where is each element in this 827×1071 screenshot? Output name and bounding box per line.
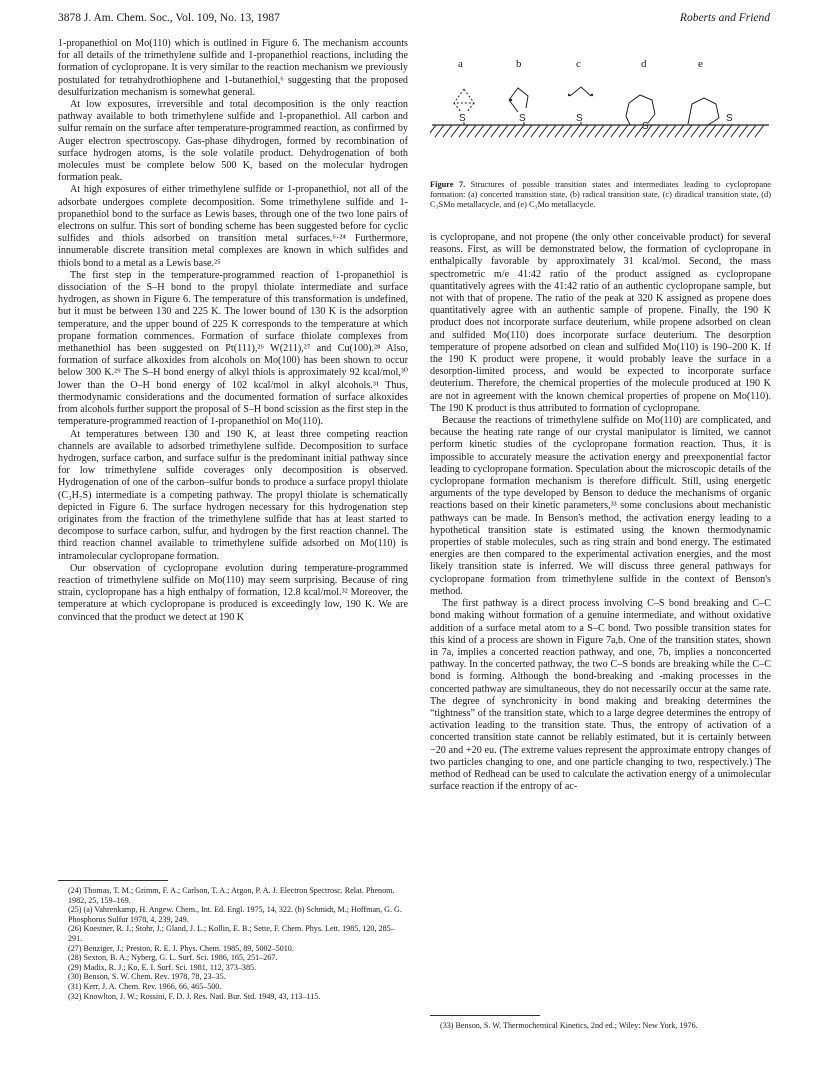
sulfur-atom-b: S	[519, 113, 526, 124]
paragraph: At temperatures between 130 and 190 K, at least three competing reaction channels are available to adsorbed trimethylene sulfide. Decomposition to surface hydrogen, surface carbon, and surface sulfur is the predominant initial pathway since for low trimethylene sulfide coverages only decomposition is observed. Hydrogenation of one of the carbon–sulfur bonds to produce a surface propyl thiolate (C₃H₇S) intermediate is a competing pathway. The propyl thiolate is schematically depicted in Figure 6. The surface hydrogen necessary for this hydrogenation step originates from the fraction of the trimethylene sulfide that has at least started to decompose to surface carbon, sulfur, and hydrogen by the first reaction channel. The third reaction channel available to trimethylene sulfide adsorbed on Mo(110) is intramolecular cyclopropane formation.	[58, 428, 408, 562]
surface-hatch-line	[699, 125, 708, 137]
references-right	[430, 1021, 771, 1031]
sulfur-atom-e: S	[726, 113, 733, 124]
reference: (31) Kerr, J. A. Chem. Rev. 1966, 66, 465–500.	[68, 981, 222, 991]
surface-hatch-line	[443, 125, 452, 137]
surface-hatch-line	[707, 125, 716, 137]
surface-hatch-line	[555, 125, 564, 137]
surface-hatch-line	[747, 125, 756, 137]
surface-hatch-line	[483, 125, 492, 137]
sulfur-atom-a: S	[459, 113, 466, 124]
reference: (26) Koestner, R. J.; Stohr, J.; Gland, J. L.; Kollin, E. B.; Sette, F. Chem. Phys. Lett. 1985, 120, 285–291.	[68, 924, 395, 943]
figure-label-c: c	[576, 58, 581, 70]
page-header	[58, 12, 770, 26]
reference: (30) Benson, S. W. Chem. Rev. 1978, 78, 23–35.	[68, 972, 226, 982]
surface-hatch-line	[683, 125, 692, 137]
paragraph: At high exposures of either trimethylene sulfide or 1-propanethiol, not all of the adsorbate undergoes complete decomposition. Some trimethylene sulfide and 1-propanethiol bond to the surface as Lewis bases, through one of the two lone pairs of electrons on sulfur. This sort of bonding scheme has been suggested before for cyclic sulfides and thiols adsorbed on transition metal surfaces.⁶·²⁴ Furthermore, innumerable discrete transition metal complexes are known in which sulfides and thiols bond to a metal as a Lewis base.²⁵	[58, 184, 408, 269]
surface-hatch-line	[467, 125, 476, 137]
surface-hatch-line	[611, 125, 620, 137]
paragraph: The first step in the temperature-programmed reaction of 1-propanethiol is dissociation of the S–H bond to the propyl thiolate intermediate and surface hydrogen, as shown in Figure 6. The temperature of this transformation is undefined, but it must be between 130 and 225 K. The lower bound of 130 K is the adsorption temperature, and the upper bound of 225 K corresponds to the temperature at which propane formation commences. Formation of surface thiolate complexes from methanethiol has been suggested on Pt(111),²⁶ W(211),²⁷ and Cu(100).²⁸ Also, formation of surface alkoxides from alcohols on Mo(100) has been shown to occur below 300 K.²⁹ The S–H bond energy of alkyl thiols is approximately 92 kcal/mol,³⁰ lower than the O–H bond energy of 102 kcal/mol in alkyl alcohols.³¹ Thus, thermodynamic considerations and the documented formation of surface alkoxides from alcohols further support the proposal of S–H bond scission as the first step in the temperature-programmed reaction of 1-propanethiol on Mo(110).	[58, 269, 408, 428]
surface-hatch-line	[507, 125, 516, 137]
surface-hatch-line	[755, 125, 764, 137]
sulfur-atom-c: S	[576, 113, 583, 124]
figure-7-structures	[430, 30, 771, 165]
figure-label-b: b	[516, 58, 522, 70]
caption-label: Figure 7.	[430, 180, 466, 189]
figure-label-d: d	[641, 58, 647, 70]
surface-hatch-line	[715, 125, 724, 137]
caption-text: Structures of possible transition states and intermediates leading to cyclopropane formation: (a) concerted transition state, (b) radical transition state, (c) diradical transition state, (d) C₃SMo metallacycle, and (e) C₃Mo metallacycle.	[430, 180, 772, 210]
surface-hatch-line	[563, 125, 572, 137]
surface-hatch-line	[475, 125, 484, 137]
surface-hatch-line	[627, 125, 636, 137]
surface-hatch-line	[651, 125, 660, 137]
surface-hatch-line	[619, 125, 628, 137]
surface-hatch-line	[435, 125, 444, 137]
surface-hatch-line	[571, 125, 580, 137]
surface-hatch-line	[579, 125, 588, 137]
surface-hatch-line	[430, 125, 436, 137]
surface-hatch-line	[667, 125, 676, 137]
reference: (33) Benson, S. W. Thermochemical Kinetics, 2nd ed.; Wiley: New York, 1976.	[440, 1021, 698, 1030]
figure-label-e: e	[698, 58, 703, 70]
right-column	[430, 232, 771, 793]
left-column	[58, 38, 408, 624]
surface-hatch-line	[587, 125, 596, 137]
surface-hatch-line	[491, 125, 500, 137]
surface-hatch-line	[595, 125, 604, 137]
paragraph: Our observation of cyclopropane evolution during temperature-programmed reaction of trimethylene sulfide on Mo(110) may seem surprising. Because of ring strain, cyclopropane has a high enthalpy of formation, 12.8 kcal/mol.³² Moreover, the temperature at which cyclopropane is produced is exceedingly low, 190 K. We are convinced that the product we detect at 190 K	[58, 562, 408, 623]
footnote-rule-left	[58, 880, 168, 881]
paragraph: At low exposures, irreversible and total decomposition is the only reaction pathway available to both trimethylene sulfide and 1-propanethiol. All carbon and sulfur remain on the surface after temperature-programmed reaction, as confirmed by Auger electron spectroscopy. Gas-phase dihydrogen, formed by recombination of surface hydrogen atoms, is the sole volatile product. Dehydrogenation of both molecules must be complete below 500 K, based on the molecular hydrogen formation peak.	[58, 99, 408, 184]
figure-label-a: a	[458, 58, 463, 70]
surface-hatch-line	[459, 125, 468, 137]
surface-hatch-line	[539, 125, 548, 137]
sulfur-atom-d: S	[642, 121, 649, 132]
running-authors: Roberts and Friend	[679, 12, 770, 24]
paragraph: is cyclopropane, and not propene (the only other conceivable product) for several reasons. First, as will be demonstrated below, the formation of cyclopropane in enthalpically favorable by approximately 31 kcal/mol. Second, the mass spectrometric m/e 41:42 ratio of the product assigned as cyclopropane quantitatively agrees with the 41:42 ratio of an authentic cyclopropane sample, but not with that of propene. The ratio of the peak at 320 K assigned as propene does quantitatively agree with an authentic sample of propene. Finally, the 190 K product does not incorporate surface deuterium, while propene adsorbed on clean and sulfided Mo(110) does incorporate surface deuterium. The desorption temperature of propene adsorbed on clean and sulfided Mo(110) is 190–200 K. If the 190 K product were propene, it would probably leave the surface in a desorption-limited process, and would be expected to incorporate surface deuterium. Therefore, the chemical properties of the molecule produced at 190 K are not in agreement with the known chemical properties of propene on Mo(110). The 190 K product is thus attributed to formation of cyclopropane.	[430, 232, 771, 414]
figure-caption	[430, 180, 771, 211]
footnote-rule-right	[430, 1015, 540, 1016]
surface-hatch-line	[723, 125, 732, 137]
paragraph: The first pathway is a direct process involving C–S bond breaking and C–C bond making without formation of a genuine intermediate, and without oxidative addition of a surface metal atom to a S–C bond. Two possible transition states for this kind of a process are shown in Figure 7a,b. One of the transition states, shown in 7a, implies a concerted reaction pathway, and one, 7b, implies a nonconcerted pathway. In the concerted pathway, the two C–S bonds are breaking while the C–C bond is forming. Although the bond-breaking and -making processes in the concerted pathway are simultaneous, they do not necessarily occur at the same rate. The degree of synchronicity in bond making and breaking determines the “tightness” of the transition state, which to a large degree determines the entropy of activation leading to the transition state. Thus, the entropy of activation of a concerted transition state cannot be reliably estimated, but it is certainly between −20 and +20 eu. (The extreme values represent the approximate entropy changes of two particles changing to one, and one particle changing to two, respectively.) The method of Redhead can be used to calculate the activation energy of a unimolecular surface reaction if the entropy of ac-	[430, 598, 771, 793]
reference: (29) Madix, R. J.; Ko, E. I. Surf. Sci. 1981, 112, 373–385.	[68, 962, 257, 972]
surface-hatch-line	[675, 125, 684, 137]
reference: (24) Thomas, T. M.; Grimm, F. A.; Carlson, T. A.; Argon, P. A. J. Electron Spectrosc. Relat. Phenom. 1982, 25, 159–169.	[68, 886, 395, 905]
surface-hatch-line	[739, 125, 748, 137]
reference: (27) Benziger, J.; Preston, R. E. J. Phys. Chem. 1985, 89, 5002–5010.	[68, 943, 294, 953]
paragraph: 1-propanethiol on Mo(110) which is outlined in Figure 6. The mechanism accounts for all details of the trimethylene sulfide and 1-propanethiol reactions, including the formation of cyclopropane. It is very similar to the reaction mechanism we previously postulated for tetrahydrothiophene and 1-butanethiol,⁶ suggesting that the proposed desulfurization mechanism is somewhat general.	[58, 38, 408, 98]
reference: (25) (a) Vahrenkamp, H. Angew. Chem., Int. Ed. Engl. 1975, 14, 322. (b) Schmidt, M.; Hoffman, G. G. Phosphorus Sulfur 1978, 4, 239, 249.	[68, 905, 402, 924]
journal-citation: 3878 J. Am. Chem. Soc., Vol. 109, No. 13, 1987	[58, 12, 280, 24]
surface-hatch-line	[523, 125, 532, 137]
surface-hatch-line	[531, 125, 540, 137]
paragraph: Because the reactions of trimethylene sulfide on Mo(110) are complicated, and because the heating rate range of our crystal manipulator is limited, we cannot perform kinetic studies of the cyclopropane formation reaction. Thus, it is impossible to accurately measure the activation energy and preexponential factor leading to cyclopropane formation. Speculation about the microscopic details of the cyclopropane formation mechanism is therefore difficult. Still, using energetic arguments of the type developed by Benson to deduce the mechanisms of organic reactions based on their kinetic parameters,³³ some conclusions about mechanistic pathways can be made. In Benson's method, the activation energy leading to a hypothetical transition state is estimated using the known thermodynamic properties of stable molecules, such as ring strain and bond energy. The estimated energies are then compared to the experimental activation energies, and the most likely transition state is inferred. We will discuss three general pathways for cyclopropane formation from trimethylene sulfide in the context of Benson's method.	[430, 415, 771, 597]
surface-hatch-line	[547, 125, 556, 137]
surface-hatch-line	[691, 125, 700, 137]
surface-hatch-line	[451, 125, 460, 137]
surface-hatch-line	[515, 125, 524, 137]
reference: (28) Sexton, B. A.; Nyberg, G. L. Surf. Sci. 1986, 165, 251–267.	[68, 953, 278, 963]
references-left	[58, 886, 408, 1001]
surface-hatch-line	[603, 125, 612, 137]
surface-hatch-line	[499, 125, 508, 137]
reference: (32) Knowlton, J. W.; Rossini, F. D. J. Res. Natl. Bur. Std. 1949, 43, 113–115.	[68, 991, 321, 1001]
surface-hatch-line	[659, 125, 668, 137]
figure-7-diagram	[430, 30, 771, 165]
surface-hatch-line	[731, 125, 740, 137]
